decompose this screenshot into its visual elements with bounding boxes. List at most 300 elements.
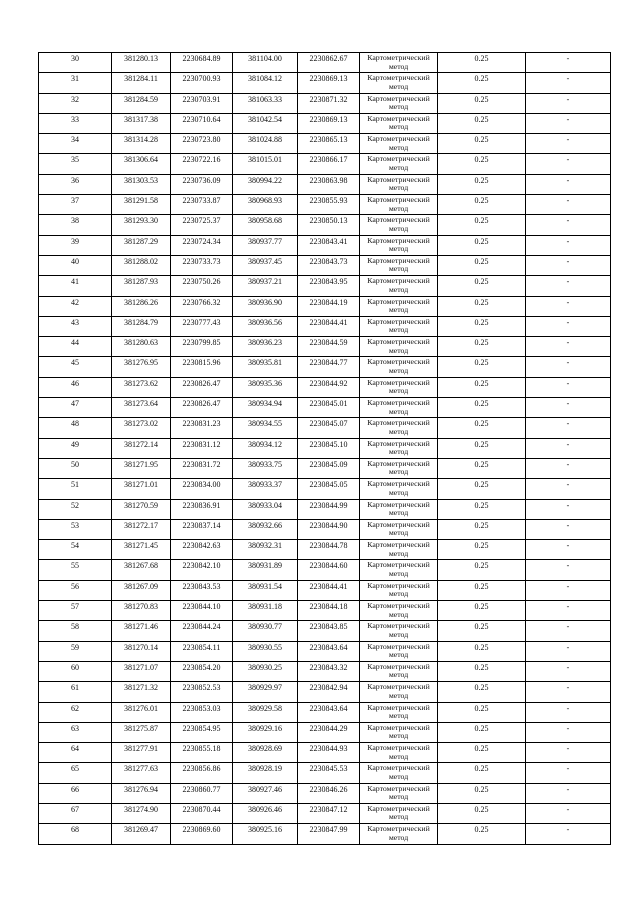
description-cell	[526, 73, 611, 93]
y-new-cell	[298, 377, 360, 397]
cell-text: 42	[71, 297, 79, 307]
x-old-cell	[112, 540, 171, 560]
cell-text: Картометрический метод	[367, 540, 430, 558]
cell-text: -	[566, 297, 570, 307]
description-cell	[526, 479, 611, 499]
y-new-cell	[298, 398, 360, 418]
accuracy-cell	[438, 73, 526, 93]
cell-text: 380936.56	[248, 317, 282, 327]
y-new-cell	[298, 316, 360, 336]
cell-text: -	[566, 236, 570, 246]
y-new-cell	[298, 53, 360, 73]
cell-text: -	[566, 114, 570, 124]
point-number-cell	[39, 134, 112, 154]
cell-text: -	[566, 338, 570, 348]
y-old-cell	[171, 661, 233, 681]
point-number-cell	[39, 418, 112, 438]
method-cell	[360, 255, 438, 275]
table-row	[39, 93, 611, 113]
description-cell	[526, 398, 611, 418]
cell-text: Картометрический метод	[367, 580, 430, 599]
accuracy-cell	[438, 93, 526, 113]
accuracy-cell	[438, 479, 526, 499]
cell-text: Картометрический метод	[367, 276, 430, 294]
accuracy-cell	[438, 215, 526, 235]
description-cell	[526, 316, 611, 336]
method-cell	[360, 134, 438, 154]
table-row	[39, 316, 611, 336]
x-new-cell	[233, 398, 298, 418]
cell-text: 380937.77	[248, 236, 282, 246]
cell-text: 2230834.00	[182, 480, 221, 490]
cell-text: 2230854.95	[182, 723, 221, 733]
cell-text: 380930.25	[248, 662, 282, 672]
accuracy-cell	[438, 113, 526, 133]
cell-text: 37	[71, 196, 79, 206]
x-old-cell	[112, 783, 171, 803]
description-cell	[526, 621, 611, 641]
x-old-cell	[112, 601, 171, 621]
cell-text: 381280.13	[124, 54, 158, 63]
point-number-cell	[39, 540, 112, 560]
x-old-cell	[112, 499, 171, 519]
cell-text: 380928.69	[248, 744, 282, 754]
cell-text: 381273.02	[124, 419, 158, 429]
y-new-cell	[298, 438, 360, 458]
accuracy-cell	[438, 438, 526, 458]
cell-text: 0.25	[474, 54, 489, 63]
y-old-cell	[171, 276, 233, 296]
description-cell	[526, 540, 611, 560]
cell-text: Картометрический метод	[367, 499, 430, 518]
coordinates-table	[38, 52, 611, 845]
cell-text: 0.25	[474, 236, 489, 246]
cell-text: 2230750.26	[182, 277, 221, 287]
y-new-cell	[298, 337, 360, 357]
x-new-cell	[233, 255, 298, 275]
cell-text: 0.25	[474, 439, 489, 449]
point-number-cell	[39, 824, 112, 844]
cell-text: 2230843.41	[309, 236, 348, 246]
cell-text: 2230855.93	[309, 196, 348, 206]
x-old-cell	[112, 580, 171, 600]
description-cell	[526, 458, 611, 478]
cell-text: 49	[71, 439, 79, 449]
table-row	[39, 255, 611, 275]
point-number-cell	[39, 174, 112, 194]
cell-text: 380928.19	[248, 764, 282, 774]
cell-text: Картометрический метод	[367, 215, 430, 233]
cell-text: 0.25	[474, 480, 489, 490]
y-new-cell	[298, 560, 360, 580]
cell-text: -	[566, 804, 570, 814]
description-cell	[526, 702, 611, 722]
table-row	[39, 499, 611, 519]
method-cell	[360, 458, 438, 478]
y-old-cell	[171, 763, 233, 783]
cell-text: 381277.63	[124, 764, 158, 774]
cell-text: 381267.09	[124, 581, 158, 591]
cell-text: -	[566, 196, 570, 206]
y-old-cell	[171, 621, 233, 641]
cell-text: 2230854.11	[182, 642, 221, 652]
table-row	[39, 783, 611, 803]
cell-text: 68	[71, 825, 79, 835]
y-old-cell	[171, 803, 233, 823]
table-row	[39, 743, 611, 763]
accuracy-cell	[438, 418, 526, 438]
table-row	[39, 824, 611, 844]
cell-text: 2230843.64	[309, 642, 348, 652]
y-old-cell	[171, 824, 233, 844]
accuracy-cell	[438, 377, 526, 397]
x-new-cell	[233, 154, 298, 174]
cell-text: Картометрический метод	[367, 702, 430, 720]
x-old-cell	[112, 195, 171, 215]
cell-text: 381286.26	[124, 297, 158, 307]
y-old-cell	[171, 296, 233, 316]
point-number-cell	[39, 743, 112, 763]
cell-text: 0.25	[474, 581, 489, 591]
cell-text: Картометрический метод	[367, 743, 430, 761]
cell-text: 2230870.44	[182, 804, 221, 814]
cell-text: 2230826.47	[182, 399, 221, 409]
y-new-cell	[298, 824, 360, 844]
cell-text: 2230722.16	[182, 155, 221, 165]
point-number-cell	[39, 722, 112, 742]
cell-text: 2230850.13	[309, 216, 348, 226]
cell-text: 2230845.10	[309, 439, 348, 449]
point-number-cell	[39, 580, 112, 600]
cell-text: 56	[71, 581, 79, 591]
cell-text: 2230845.01	[309, 399, 348, 409]
y-new-cell	[298, 215, 360, 235]
cell-text: 57	[71, 602, 79, 612]
accuracy-cell	[438, 357, 526, 377]
accuracy-cell	[438, 580, 526, 600]
description-cell	[526, 641, 611, 661]
x-old-cell	[112, 276, 171, 296]
cell-text: 2230855.18	[182, 744, 221, 754]
x-new-cell	[233, 377, 298, 397]
y-old-cell	[171, 479, 233, 499]
cell-text: 0.25	[474, 804, 489, 814]
cell-text: -	[566, 175, 570, 185]
accuracy-cell	[438, 824, 526, 844]
y-old-cell	[171, 783, 233, 803]
cell-text: 36	[71, 175, 79, 185]
y-new-cell	[298, 418, 360, 438]
cell-text: 2230844.41	[309, 581, 348, 591]
x-new-cell	[233, 540, 298, 560]
cell-text: 2230844.93	[309, 744, 348, 754]
cell-text: Картометрический метод	[367, 134, 430, 152]
description-cell	[526, 682, 611, 702]
cell-text: 381280.63	[124, 338, 158, 348]
y-old-cell	[171, 641, 233, 661]
description-cell	[526, 438, 611, 458]
cell-text: Картометрический метод	[367, 682, 430, 700]
y-old-cell	[171, 255, 233, 275]
cell-text: Картометрический метод	[367, 722, 430, 741]
accuracy-cell	[438, 458, 526, 478]
y-old-cell	[171, 580, 233, 600]
cell-text: 0.25	[474, 602, 489, 612]
cell-text: Картометрический метод	[367, 113, 430, 132]
cell-text: 380929.97	[248, 683, 282, 693]
accuracy-cell	[438, 763, 526, 783]
y-new-cell	[298, 499, 360, 519]
cell-text: 2230733.87	[182, 196, 221, 206]
cell-text: 381287.29	[124, 236, 158, 246]
y-new-cell	[298, 113, 360, 133]
x-old-cell	[112, 255, 171, 275]
cell-text: 0.25	[474, 358, 489, 368]
cell-text: Картометрический метод	[367, 601, 430, 619]
description-cell	[526, 337, 611, 357]
accuracy-cell	[438, 661, 526, 681]
point-number-cell	[39, 316, 112, 336]
x-old-cell	[112, 824, 171, 844]
x-new-cell	[233, 195, 298, 215]
cell-text: Картометрический метод	[367, 783, 430, 802]
cell-text: -	[566, 439, 570, 449]
x-new-cell	[233, 337, 298, 357]
y-old-cell	[171, 316, 233, 336]
cell-text: 0.25	[474, 500, 489, 510]
y-new-cell	[298, 174, 360, 194]
method-cell	[360, 743, 438, 763]
description-cell	[526, 93, 611, 113]
table-row	[39, 113, 611, 133]
cell-text: 2230846.26	[309, 784, 348, 794]
accuracy-cell	[438, 276, 526, 296]
x-old-cell	[112, 357, 171, 377]
cell-text: -	[566, 155, 570, 165]
method-cell	[360, 113, 438, 133]
description-cell	[526, 418, 611, 438]
point-number-cell	[39, 601, 112, 621]
cell-text: 2230871.32	[309, 94, 348, 104]
point-number-cell	[39, 519, 112, 539]
cell-text: 0.25	[474, 459, 489, 469]
y-new-cell	[298, 621, 360, 641]
table-row	[39, 174, 611, 194]
point-number-cell	[39, 458, 112, 478]
cell-text: 381276.95	[124, 358, 158, 368]
method-cell	[360, 73, 438, 93]
cell-text: 39	[71, 236, 79, 246]
cell-text: Картометрический метод	[367, 174, 430, 193]
description-cell	[526, 560, 611, 580]
cell-text: 381273.62	[124, 378, 158, 388]
cell-text: Картометрический метод	[367, 93, 430, 112]
accuracy-cell	[438, 235, 526, 255]
cell-text: 2230844.41	[309, 317, 348, 327]
cell-text: 0.25	[474, 175, 489, 185]
table-row	[39, 763, 611, 783]
cell-text: Картометрический метод	[367, 661, 430, 680]
x-old-cell	[112, 682, 171, 702]
description-cell	[526, 235, 611, 255]
accuracy-cell	[438, 743, 526, 763]
point-number-cell	[39, 113, 112, 133]
cell-text: 66	[71, 784, 79, 794]
cell-text: 381314.28	[124, 135, 158, 145]
cell-text: 0.25	[474, 338, 489, 348]
cell-text: -	[566, 683, 570, 693]
cell-text: 0.25	[474, 155, 489, 165]
cell-text: 2230831.12	[182, 439, 221, 449]
cell-text: 2230736.09	[182, 175, 221, 185]
method-cell	[360, 519, 438, 539]
cell-text: -	[566, 520, 570, 530]
cell-text: 380930.77	[248, 622, 282, 632]
description-cell	[526, 722, 611, 742]
cell-text: 380968.93	[248, 196, 282, 206]
x-new-cell	[233, 580, 298, 600]
cell-text: 380932.31	[248, 541, 282, 551]
cell-text: 0.25	[474, 520, 489, 530]
y-new-cell	[298, 682, 360, 702]
y-old-cell	[171, 540, 233, 560]
cell-text: Картометрический метод	[367, 438, 430, 457]
cell-text: 380933.75	[248, 459, 282, 469]
cell-text: 2230710.64	[182, 114, 221, 124]
y-new-cell	[298, 661, 360, 681]
x-old-cell	[112, 235, 171, 255]
cell-text: Картометрический метод	[367, 195, 430, 213]
x-new-cell	[233, 641, 298, 661]
cell-text: 2230844.77	[309, 358, 348, 368]
y-old-cell	[171, 357, 233, 377]
cell-text: 2230844.19	[309, 297, 348, 307]
cell-text: 2230844.18	[309, 602, 348, 612]
cell-text: 380931.89	[248, 561, 282, 571]
cell-text: 0.25	[474, 94, 489, 104]
table-row	[39, 235, 611, 255]
cell-text: 381272.17	[124, 520, 158, 530]
cell-text: 381277.91	[124, 744, 158, 754]
point-number-cell	[39, 93, 112, 113]
cell-text: 380927.46	[248, 784, 282, 794]
cell-text: Картометрический метод	[367, 296, 430, 315]
table-row	[39, 621, 611, 641]
x-old-cell	[112, 641, 171, 661]
table-row	[39, 53, 611, 73]
cell-text: 0.25	[474, 216, 489, 226]
cell-text: 0.25	[474, 196, 489, 206]
x-old-cell	[112, 134, 171, 154]
cell-text: 2230700.93	[182, 74, 221, 84]
cell-text: 2230844.24	[182, 622, 221, 632]
cell-text: -	[566, 277, 570, 287]
y-new-cell	[298, 154, 360, 174]
cell-text: 0.25	[474, 784, 489, 794]
cell-text: 2230815.96	[182, 358, 221, 368]
y-old-cell	[171, 174, 233, 194]
description-cell	[526, 255, 611, 275]
table-row	[39, 398, 611, 418]
cell-text: 381276.94	[124, 784, 158, 794]
cell-text: 381271.32	[124, 683, 158, 693]
cell-text: -	[566, 317, 570, 327]
cell-text: 2230799.85	[182, 338, 221, 348]
x-old-cell	[112, 113, 171, 133]
x-new-cell	[233, 458, 298, 478]
y-old-cell	[171, 418, 233, 438]
cell-text: -	[566, 642, 570, 652]
method-cell	[360, 540, 438, 560]
method-cell	[360, 93, 438, 113]
description-cell	[526, 743, 611, 763]
cell-text: 0.25	[474, 683, 489, 693]
method-cell	[360, 702, 438, 722]
cell-text: 380933.37	[248, 480, 282, 490]
point-number-cell	[39, 803, 112, 823]
cell-text: 0.25	[474, 317, 489, 327]
point-number-cell	[39, 195, 112, 215]
accuracy-cell	[438, 621, 526, 641]
point-number-cell	[39, 783, 112, 803]
cell-text: -	[566, 94, 570, 104]
cell-text: Картометрический метод	[367, 377, 430, 396]
y-new-cell	[298, 763, 360, 783]
y-new-cell	[298, 540, 360, 560]
cell-text: 60	[71, 662, 79, 672]
cell-text: 380932.66	[248, 520, 282, 530]
accuracy-cell	[438, 560, 526, 580]
method-cell	[360, 783, 438, 803]
method-cell	[360, 53, 438, 73]
table-row	[39, 560, 611, 580]
cell-text: 30	[71, 54, 79, 63]
cell-text: 2230836.91	[182, 500, 221, 510]
cell-text: Картометрический метод	[367, 255, 430, 274]
cell-text: 2230844.10	[182, 602, 221, 612]
cell-text: -	[566, 358, 570, 368]
method-cell	[360, 154, 438, 174]
cell-text: Картометрический метод	[367, 53, 430, 71]
cell-text: 380936.23	[248, 338, 282, 348]
accuracy-cell	[438, 722, 526, 742]
cell-text: 2230777.43	[182, 317, 221, 327]
cell-text: 380936.90	[248, 297, 282, 307]
y-old-cell	[171, 93, 233, 113]
x-old-cell	[112, 154, 171, 174]
method-cell	[360, 601, 438, 621]
cell-text: 53	[71, 520, 79, 530]
y-old-cell	[171, 235, 233, 255]
cell-text: Картометрический метод	[367, 73, 430, 91]
x-old-cell	[112, 458, 171, 478]
y-old-cell	[171, 134, 233, 154]
accuracy-cell	[438, 316, 526, 336]
x-new-cell	[233, 661, 298, 681]
cell-text: 381303.53	[124, 175, 158, 185]
cell-text: -	[566, 602, 570, 612]
cell-text: 381063.33	[248, 94, 282, 104]
cell-text: -	[566, 764, 570, 774]
cell-text: -	[566, 784, 570, 794]
accuracy-cell	[438, 134, 526, 154]
description-cell	[526, 803, 611, 823]
cell-text: 2230843.64	[309, 703, 348, 713]
cell-text: 381287.93	[124, 277, 158, 287]
cell-text: 380931.54	[248, 581, 282, 591]
cell-text: 58	[71, 622, 79, 632]
accuracy-cell	[438, 174, 526, 194]
